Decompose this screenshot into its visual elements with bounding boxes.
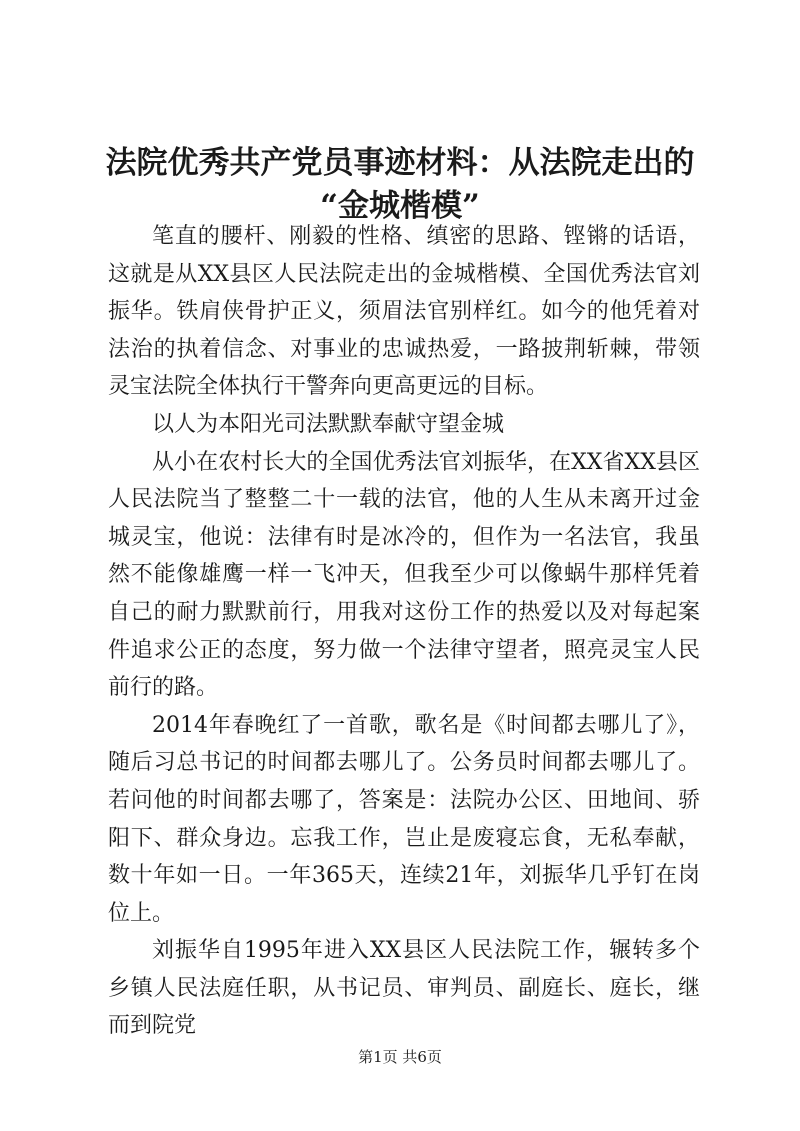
document-body	[108, 218, 700, 1045]
paragraph: 笔直的腰杆、刚毅的性格、缜密的思路、铿锵的话语，这就是从XX县区人民法院走出的金城楷模、全国优秀法官刘振华。铁肩侠骨护正义，须眉法官别样红。如今的他凭着对法治的执着信念、对事业的忠诚热爱，一路披荆斩棘，带领灵宝法院全体执行干警奔向更高更远的目标。	[108, 224, 700, 400]
section-heading: 以人为本阳光司法默默奉献守望金城	[152, 411, 505, 437]
paragraph: 从小在农村长大的全国优秀法官刘振华，在XX省XX县区人民法院当了整整二十一载的法官，他的人生从未离开过金城灵宝，他说：法律有时是冰冷的，但作为一名法官，我虽然不能像雄鹰一样一飞冲天，但我至少可以像蜗牛那样凭着自己的耐力默默前行，用我对这份工作的热爱以及对每起案件追求公正的态度，努力做一个法律守望者，照亮灵宝人民前行的路。	[108, 449, 700, 701]
paragraph: 刘振华自1995年进入XX县区人民法院工作，辗转多个乡镇人民法庭任职，从书记员、审判员、副庭长、庭长，继而到院党	[108, 938, 700, 1039]
page-footer	[0, 1047, 800, 1067]
page-title: 法院优秀共产党员事迹材料：从法院走出的	[105, 145, 695, 181]
paragraph: 2014年春晚红了一首歌，歌名是《时间都去哪儿了》，随后习总书记的时间都去哪儿了。公务员时间都去哪儿了。若问他的时间都去哪了，答案是：法院办公区、田地间、骄阳下、群众身边。忘我工作，岂止是废寝忘食，无私奉献，数十年如一日。一年365天，连续21年，刘振华几乎钉在岗位上。	[108, 712, 700, 926]
page-title-continued: “金城楷模”	[320, 188, 480, 224]
page-number: 第1页 共6页	[358, 1048, 442, 1066]
